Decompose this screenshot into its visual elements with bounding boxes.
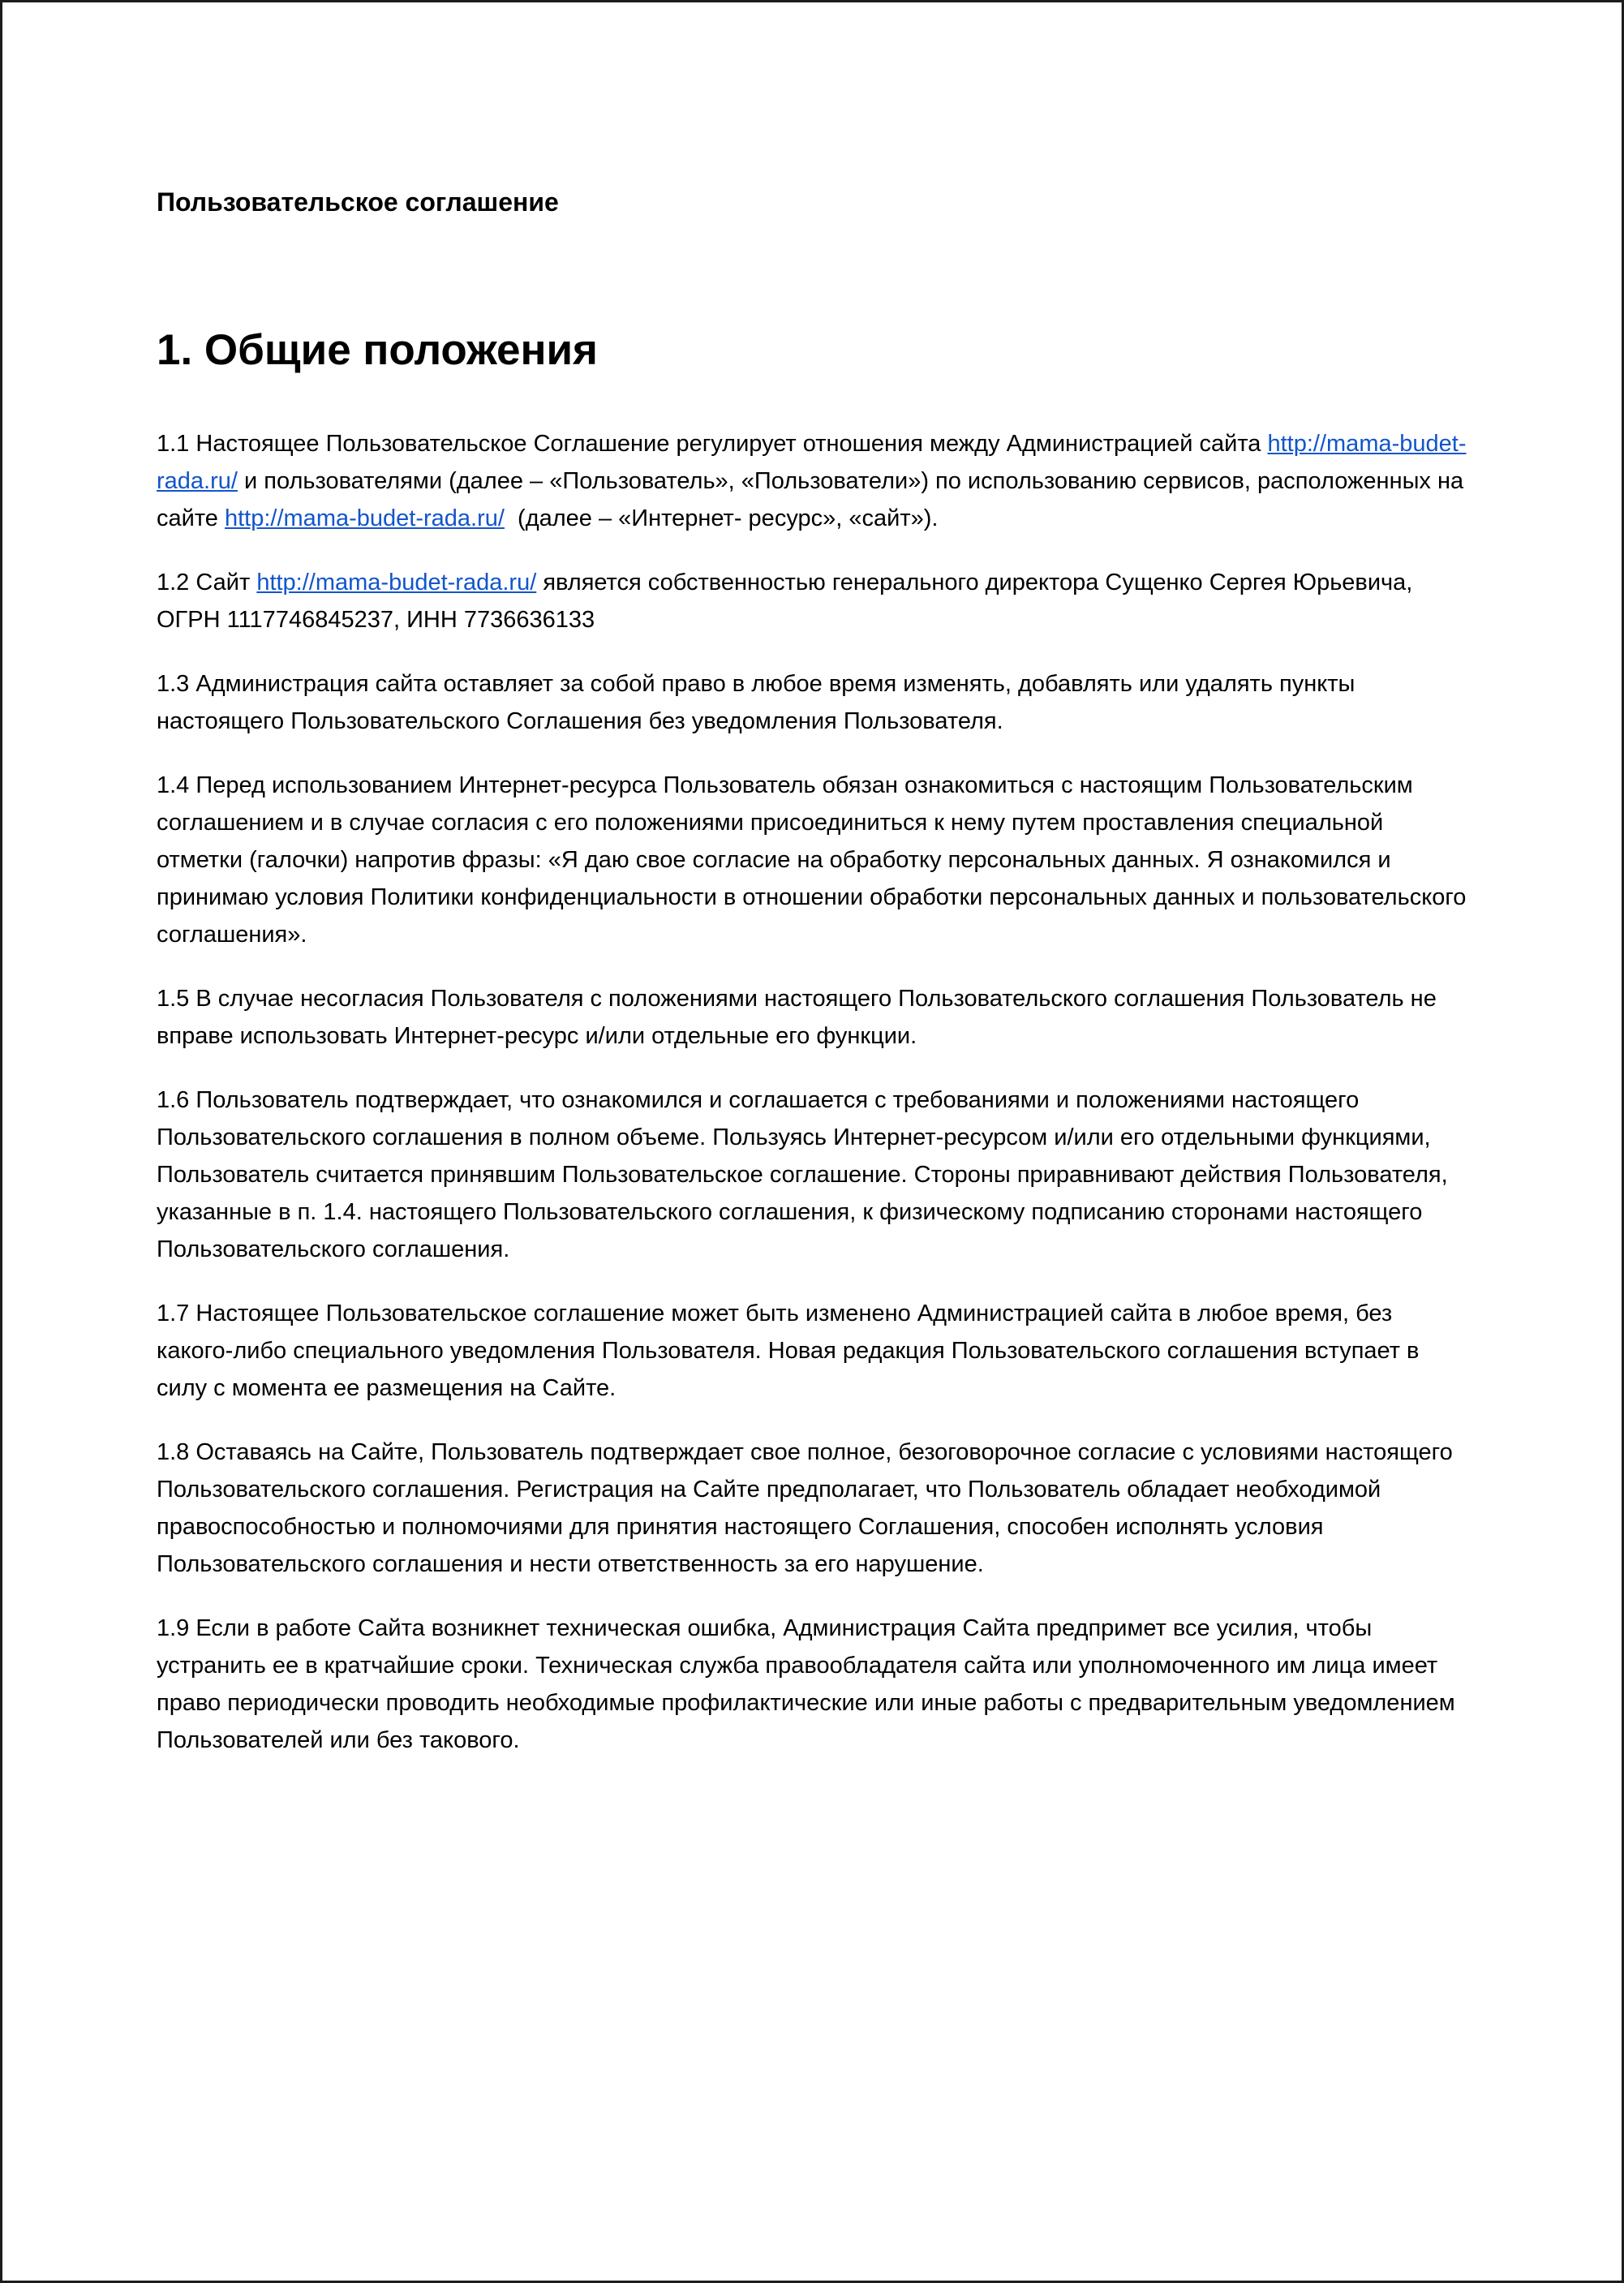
- section-heading: 1. Общие положения: [157, 326, 598, 374]
- site-url-link[interactable]: http://mama-budet-rada.ru/: [224, 505, 505, 531]
- paragraph-1-3: 1.3 Администрация сайта оставляет за собой право в любое время изменять, добавлять или удалять пункты настоящего Пользовательского Соглашения без уведомления Пользователя.: [157, 670, 1355, 734]
- site-url-link[interactable]: http://mama-budet-rada.ru/: [256, 569, 537, 595]
- paragraph-1-8: 1.8 Оставаясь на Сайте, Пользователь подтверждает свое полное, безоговорочное согласие с условиями настоящего Пользовательского соглашения. Регистрация на Сайте предполагает, что Пользователь обладает необходимой правоспособностью и полномочиями для принятия настоящего Соглашения, способен исполнять условия Пользовательского соглашения и нести ответственность за его нарушение.: [157, 1438, 1453, 1577]
- paragraph-1-9: 1.9 Если в работе Сайта возникнет техническая ошибка, Администрация Сайта предпримет все усилия, чтобы устранить ее в кратчайшие сроки. Техническая служба правообладателя сайта или уполномоченного им лица имеет право периодически проводить необходимые профилактические или иные работы с предварительным уведомлением Пользователей или без такового.: [157, 1614, 1455, 1753]
- paragraph-1-1: 1.1 Настоящее Пользовательское Соглашение регулирует отношения между Администрацией сайта http://mama-budet-rada.ru/ и пользователями (далее – «Пользователь», «Пользователи») по использованию сервисов, расположенных на сайте http://mama-budet-rada.ru/ (далее – «Интернет- ресурс», «сайт»).: [157, 430, 1467, 531]
- document-title: Пользовательское соглашение: [157, 187, 559, 217]
- document-content: [2, 2, 1622, 1759]
- paragraph-1-7: 1.7 Настоящее Пользовательское соглашение может быть изменено Администрацией сайта в любое время, без какого-либо специального уведомления Пользователя. Новая редакция Пользовательского соглашения вступает в силу с момента ее размещения на Сайте.: [157, 1300, 1420, 1401]
- paragraph-1-6: 1.6 Пользователь подтверждает, что ознакомился и соглашается с требованиями и положениями настоящего Пользовательского соглашения в полном объеме. Пользуясь Интернет-ресурсом и/или его отдельными функциями, Пользователь считается принявшим Пользовательское соглашение. Стороны приравнивают действия Пользователя, указанные в п. 1.4. настоящего Пользовательского соглашения, к физическому подписанию сторонами настоящего Пользовательского соглашения.: [157, 1086, 1448, 1262]
- site-url-link[interactable]: http://mama-budet-rada.ru/: [157, 430, 1467, 494]
- paragraph-1-5: 1.5 В случае несогласия Пользователя с положениями настоящего Пользовательского соглашения Пользователь не вправе использовать Интернет-ресурс и/или отдельные его функции.: [157, 985, 1437, 1049]
- paragraph-1-2: 1.2 Сайт http://mama-budet-rada.ru/ является собственностью генерального директора Сущенко Сергея Юрьевича, ОГРН 1117746845237, ИНН 7736636133: [157, 569, 1413, 633]
- paragraph-1-4: 1.4 Перед использованием Интернет-ресурса Пользователь обязан ознакомиться с настоящим Пользовательским соглашением и в случае согласия с его положениями присоединиться к нему путем проставления специальной отметки (галочки) напротив фразы: «Я даю свое согласие на обработку персональных данных. Я ознакомился и принимаю условия Политики конфиденциальности в отношении обработки персональных данных и пользовательского соглашения».: [157, 772, 1467, 948]
